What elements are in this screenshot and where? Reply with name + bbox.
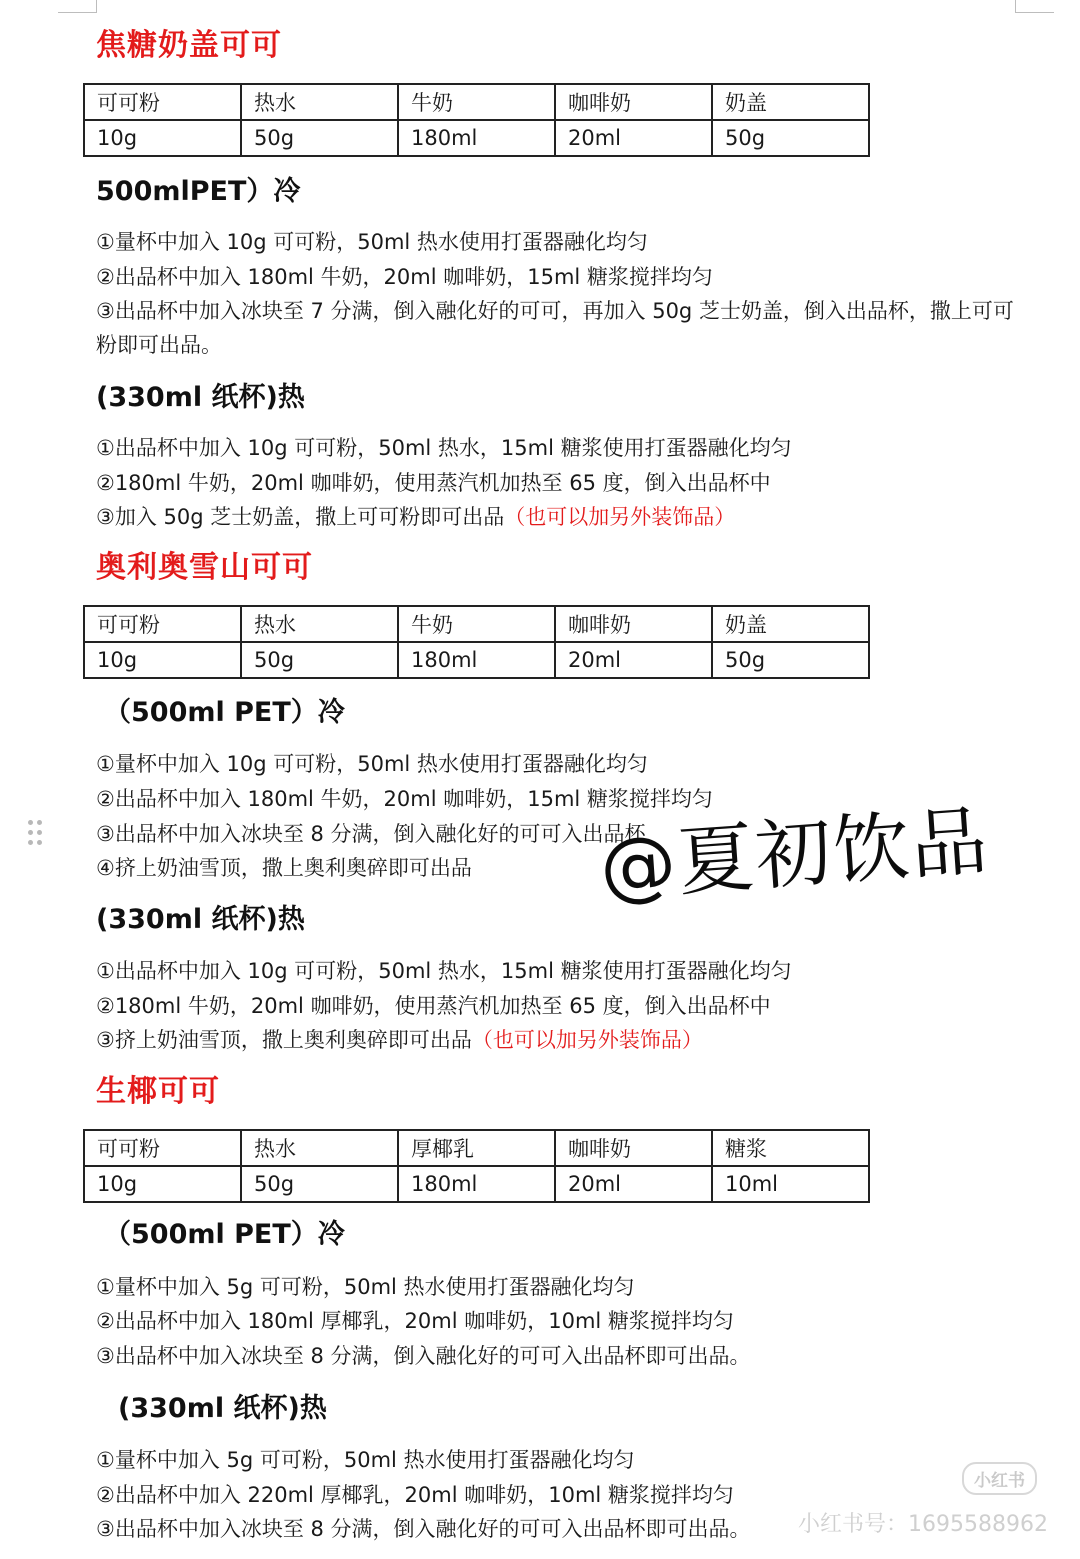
table-value-cell: 10g: [84, 120, 241, 156]
step-line: ③出品杯中加入冰块至 8 分满，倒入融化好的可可入出品杯: [96, 822, 646, 846]
step-line: ②180ml 牛奶，20ml 咖啡奶，使用蒸汽机加热至 65 度，倒入出品杯中: [96, 994, 771, 1018]
table-header-row: [84, 606, 869, 642]
hot-heading: (330ml 纸杯)热: [96, 382, 305, 413]
table-value-cell: 180ml: [398, 120, 555, 156]
table-value-cell: 10ml: [712, 1166, 869, 1202]
recipe-title-caramel-cocoa: 焦糖奶盖可可: [96, 28, 282, 63]
table-header-cell: 咖啡奶: [555, 606, 712, 642]
table-header-cell: 可可粉: [84, 1130, 241, 1166]
table-header-row: [84, 1130, 869, 1166]
author-watermark: @夏初饮品: [596, 795, 993, 912]
cold-heading: （500ml PET）冷: [104, 697, 345, 728]
table-value-cell: 180ml: [398, 1166, 555, 1202]
step-line: ③出品杯中加入冰块至 8 分满，倒入融化好的可可入出品杯即可出品。: [96, 1344, 751, 1368]
table-value-cell: 20ml: [555, 120, 712, 156]
table-value-cell: 10g: [84, 1166, 241, 1202]
table-value-row: [84, 1166, 869, 1202]
recipe-title-coconut-cocoa: 生椰可可: [96, 1074, 220, 1109]
table-header-row: [84, 84, 869, 120]
platform-account-id: 小红书号：1695588962: [798, 1512, 1048, 1537]
step-line: ①出品杯中加入 10g 可可粉，50ml 热水，15ml 糖浆使用打蛋器融化均匀: [96, 436, 792, 460]
decoration-note: （也可以加另外装饰品）: [471, 1028, 703, 1052]
table-value-cell: 50g: [241, 642, 398, 678]
recipe-title-oreo-cocoa: 奥利奥雪山可可: [96, 550, 313, 585]
table-header-cell: 热水: [241, 1130, 398, 1166]
step-line: ①量杯中加入 10g 可可粉，50ml 热水使用打蛋器融化均匀: [96, 230, 648, 254]
table-header-cell: 牛奶: [398, 84, 555, 120]
table-value-cell: 50g: [712, 120, 869, 156]
step-line: ②出品杯中加入 180ml 厚椰乳，20ml 咖啡奶，10ml 糖浆搅拌均匀: [96, 1309, 734, 1333]
table-header-cell: 糖浆: [712, 1130, 869, 1166]
drag-handle-icon[interactable]: [26, 818, 44, 848]
platform-logo: 小红书: [962, 1462, 1037, 1495]
cold-heading: 500mlPET）冷: [96, 176, 301, 207]
table-value-row: [84, 120, 869, 156]
step-line: ②出品杯中加入 220ml 厚椰乳，20ml 咖啡奶，10ml 糖浆搅拌均匀: [96, 1483, 734, 1507]
step-line: ①量杯中加入 10g 可可粉，50ml 热水使用打蛋器融化均匀: [96, 752, 648, 776]
ingredient-table-caramel: [83, 83, 870, 157]
table-header-cell: 热水: [241, 606, 398, 642]
table-header-cell: 热水: [241, 84, 398, 120]
table-header-cell: 牛奶: [398, 606, 555, 642]
table-value-cell: 10g: [84, 642, 241, 678]
step-line: ①量杯中加入 5g 可可粉，50ml 热水使用打蛋器融化均匀: [96, 1448, 635, 1472]
hot-heading: (330ml 纸杯)热: [118, 1393, 327, 1424]
decoration-note: （也可以加另外装饰品）: [504, 505, 736, 529]
step-line: ②出品杯中加入 180ml 牛奶，20ml 咖啡奶，15ml 糖浆搅拌均匀: [96, 265, 713, 289]
table-header-cell: 可可粉: [84, 84, 241, 120]
page-corner-mark-left: [58, 0, 97, 13]
ingredient-table-oreo: [83, 605, 870, 679]
table-header-cell: 可可粉: [84, 606, 241, 642]
table-header-cell: 奶盖: [712, 84, 869, 120]
step-text: ③加入 50g 芝士奶盖，撒上可可粉即可出品: [96, 505, 505, 529]
cold-heading: （500ml PET）冷: [104, 1219, 345, 1250]
table-value-cell: 20ml: [555, 1166, 712, 1202]
hot-heading: (330ml 纸杯)热: [96, 904, 305, 935]
step-line: ④挤上奶油雪顶，撒上奥利奥碎即可出品: [96, 856, 472, 880]
table-value-cell: 50g: [241, 1166, 398, 1202]
table-value-cell: 50g: [712, 642, 869, 678]
page-corner-mark-right: [1015, 0, 1054, 13]
ingredient-table-coconut: [83, 1129, 870, 1203]
step-line: ①出品杯中加入 10g 可可粉，50ml 热水，15ml 糖浆使用打蛋器融化均匀: [96, 959, 792, 983]
step-line: ③出品杯中加入冰块至 8 分满，倒入融化好的可可入出品杯即可出品。: [96, 1517, 751, 1541]
table-value-cell: 180ml: [398, 642, 555, 678]
table-header-cell: 咖啡奶: [555, 84, 712, 120]
step-line: ③出品杯中加入冰块至 7 分满，倒入融化好的可可，再加入 50g 芝士奶盖，倒入出品杯，撒上可可粉即可出品。: [96, 299, 1014, 357]
step-line: ②180ml 牛奶，20ml 咖啡奶，使用蒸汽机加热至 65 度，倒入出品杯中: [96, 471, 771, 495]
step-line: [96, 1023, 703, 1057]
table-header-cell: 咖啡奶: [555, 1130, 712, 1166]
table-header-cell: 厚椰乳: [398, 1130, 555, 1166]
step-text: ③挤上奶油雪顶，撒上奥利奥碎即可出品: [96, 1028, 472, 1052]
step-line: ②出品杯中加入 180ml 牛奶，20ml 咖啡奶，15ml 糖浆搅拌均匀: [96, 787, 713, 811]
table-value-cell: 20ml: [555, 642, 712, 678]
step-line: ①量杯中加入 5g 可可粉，50ml 热水使用打蛋器融化均匀: [96, 1275, 635, 1299]
table-value-cell: 50g: [241, 120, 398, 156]
step-line: [96, 500, 735, 534]
table-value-row: [84, 642, 869, 678]
table-header-cell: 奶盖: [712, 606, 869, 642]
